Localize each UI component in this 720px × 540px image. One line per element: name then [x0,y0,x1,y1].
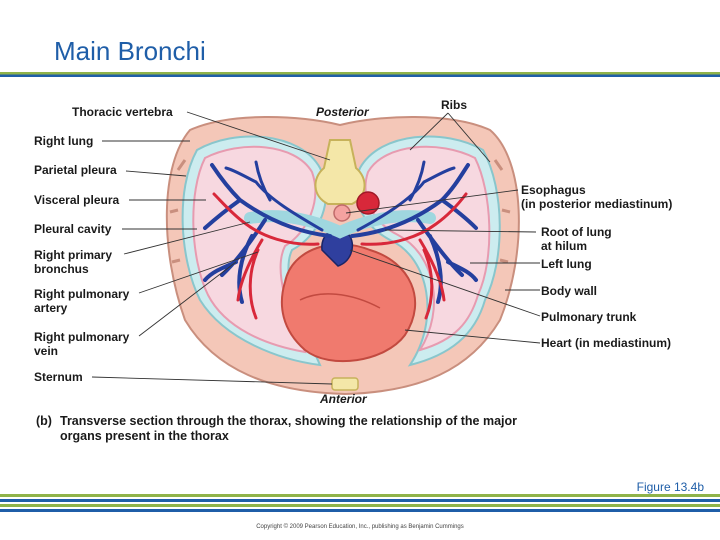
label-parietal-pleura: Parietal pleura [34,163,117,177]
label-ribs: Ribs [441,98,468,112]
label-esophagus-line1: Esophagus [521,183,586,197]
label-right-primary-bronchus [34,248,112,276]
label-right-lung: Right lung [34,134,94,148]
figure-reference: Figure 13.4b [636,480,704,494]
label-right-pulmonary-artery-line1: Right pulmonary [34,287,130,301]
caption-line2: organs present in the thorax [60,429,229,443]
label-right-pulmonary-artery-line2: artery [34,301,68,315]
label-root-of-lung-line1: Root of lung [541,225,612,239]
label-esophagus [521,183,672,211]
label-pleural-cavity: Pleural cavity [34,222,112,236]
slide-title: Main Bronchi [54,36,206,66]
label-body-wall: Body wall [541,284,598,298]
label-right-pulmonary-vein [34,330,129,358]
footer-bars [0,494,720,514]
label-right-pulmonary-vein-line2: vein [34,344,59,358]
label-visceral-pleura: Visceral pleura [34,193,120,207]
label-pulmonary-trunk: Pulmonary trunk [541,310,637,324]
label-heart: Heart (in mediastinum) [541,336,672,350]
copyright-notice: Copyright © 2009 Pearson Education, Inc., publishing as Benjamin Cummings [256,524,464,530]
label-right-pulmonary-artery [34,287,129,315]
label-posterior: Posterior [316,105,369,119]
label-root-of-lung-line2: at hilum [541,239,588,253]
label-root-of-lung [541,225,612,253]
figure-caption [36,414,517,444]
heart [282,244,415,361]
label-anterior: Anterior [320,392,367,406]
label-thoracic-vertebra: Thoracic vertebra [72,105,173,119]
label-left-lung: Left lung [541,257,592,271]
label-esophagus-line2: (in posterior mediastinum) [521,197,673,211]
caption-prefix: (b) [36,414,52,428]
label-right-primary-bronchus-line2: bronchus [34,262,89,276]
sternum [332,378,358,390]
label-sternum: Sternum [34,370,83,384]
caption-line1: Transverse section through the thorax, showing the relationship of the major [60,414,518,428]
label-right-pulmonary-vein-line1: Right pulmonary [34,330,130,344]
label-right-primary-bronchus-line1: Right primary [34,248,113,262]
